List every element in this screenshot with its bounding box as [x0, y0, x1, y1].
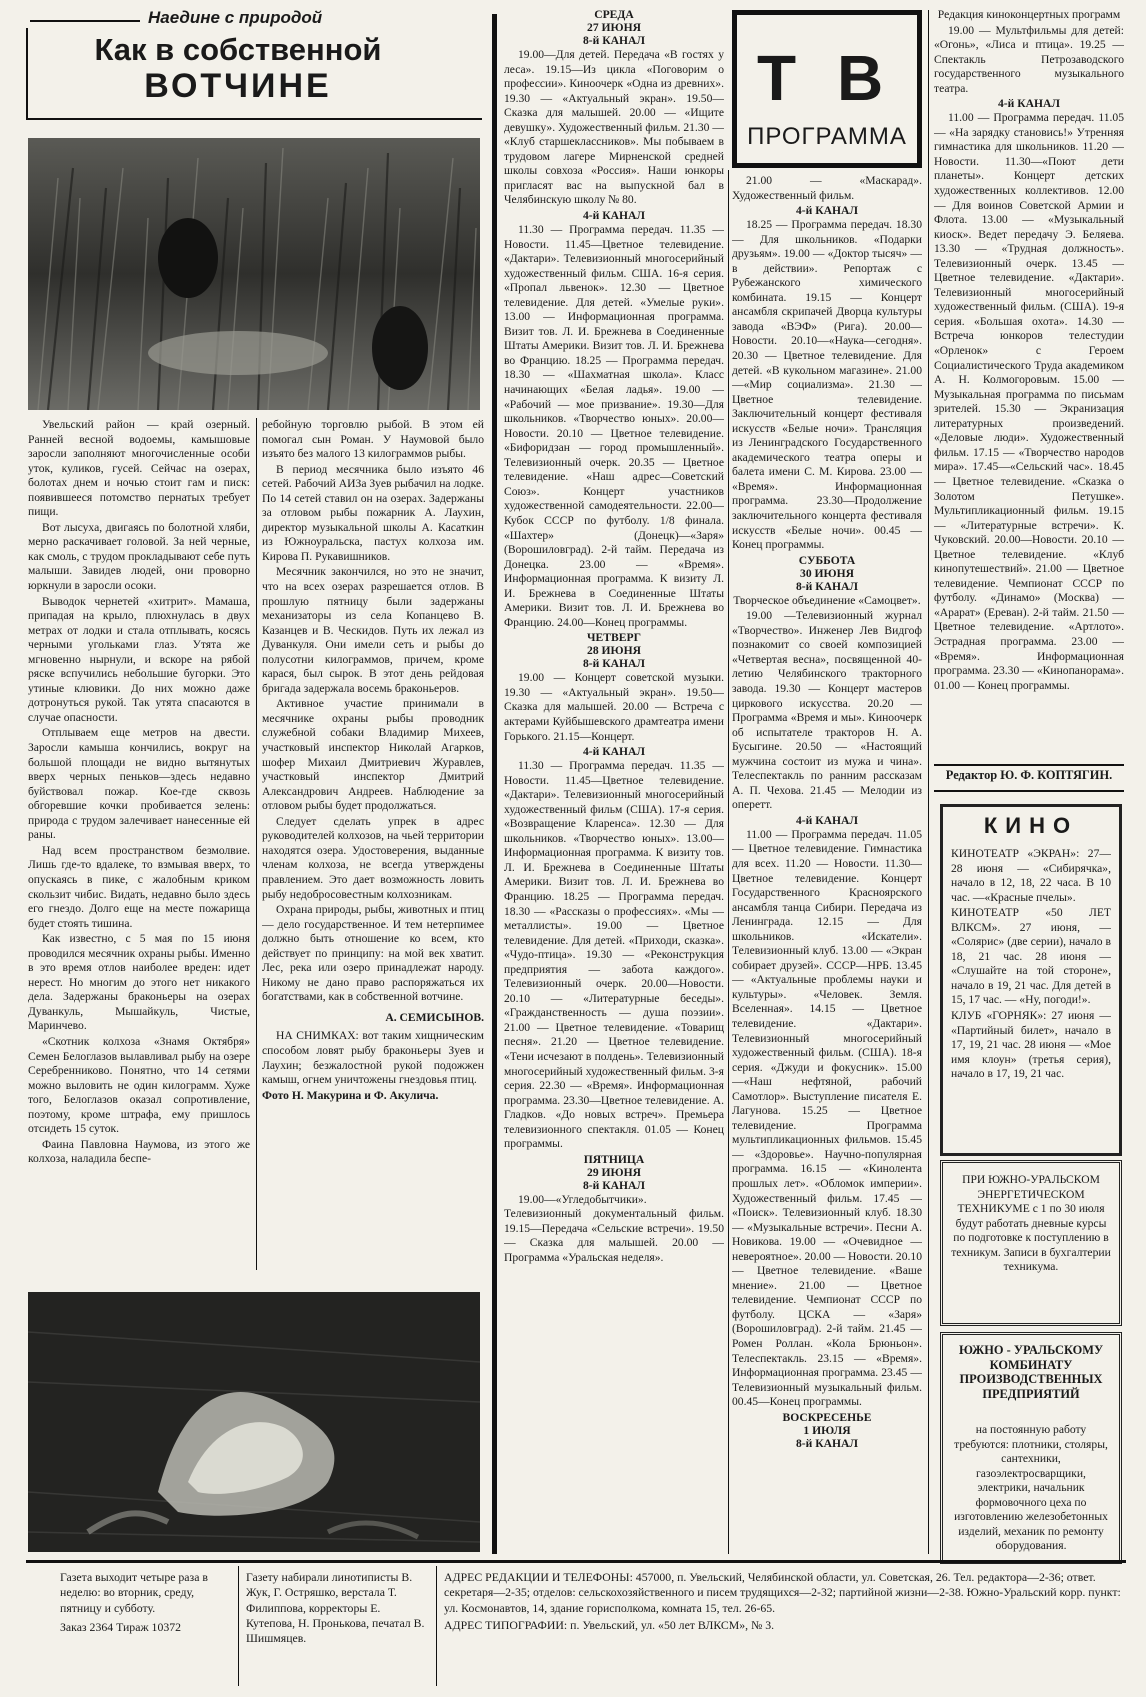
article-paragraph: Увельский район — край озерный. Ранней весной водоемы, камышовые заросли заполняют многочисленные особи уток, куликов, гусей. Сейчас на озерах, болотах днем и ночью стоит гам и писк: появившееся потомство пернатых требует пищи. [28, 418, 250, 519]
tv-program-listing: 11.30 — Программа передач. 11.35 — Новости. 11.45—Цветное телевидение. «Дактари». Телевизионный многосерийный художественный фильм (США). 17-я серия. «Возвращение Кларенса». 12.30 — Для школьников. «Творчество юных». 13.00—Информационная программа. К визиту тов. Л. И. Брежнева в Соединенные Штаты Америки. Визит тов. Л. И. Брежнева во Францию. 18.25 — Программа передач. 18.30 — «Рассказы о профессиях». «Мы — металлисты». 19.00 — Цветное телевидение. Для детей. «Приходи, сказка». «Чудо-птица». 19.30 — «Реконструкция предприятия — забота каждого». Телевизионный очерк. 20.00—Новости. 20.10 — «Литературные беседы». «Гражданственность — душа поэзии». 21.00 — Цветное телевидение. «Товарищ песня». 21.20 — Цветное телевидение. «Тени исчезают в полдень». Телевизионный многосерийный художественный фильм. 3-я серия. 22.30 — «Время». Информационная программа. 23.30—Цветное телевидение. А. Гладков. «До новых встреч». Премьера телевизионного спектакля. 01.05 — Конец программы. [504, 759, 724, 1151]
tv-column-saturday [732, 174, 922, 1556]
article-paragraph: Месячник закончился, но это не значит, что на всех озерах разрешается отлов. В прошлую пятницу были задержаны механизаторы из села Копанцево В. Казанцев и В. Ческидов. Путь их лежал из Дуванкуля. Они имели сеть и рыбы до полусотни килограммов, причем, кроме карася, был сырок. В этот день рейдовая бригада задержала восемь браконьеров. [262, 565, 484, 695]
ad-technikum [940, 1160, 1122, 1326]
divider [934, 790, 1124, 792]
tv-subheading: Творческое объединение «Самоцвет». [733, 593, 921, 607]
tv-letter-t: Т [757, 42, 797, 114]
tv-program-listing: 21.00 — «Маскарад». Художественный фильм. [732, 174, 922, 202]
article-title [28, 34, 448, 114]
footer-address [444, 1570, 1124, 1633]
ad-kombinat-text: на постоянную работу требуются: плотники, столяры, сантехники, газоэлектросварщики, электрики, начальник формовочного цеха по изготовлению железобетонных изделий, механик по ремонту оборудования. [954, 1423, 1108, 1553]
footer-order: Заказ 2364 Тираж 10372 [60, 1619, 182, 1634]
article-paragraph: «Скотник колхоза «Знамя Октября» Семен Белоглазов вылавливал рыбу на озере Серебренниково. Понятно, что 14 сетями можно выловить не один килограмм. Хуже того, Белоглазов оказал сопротивление, поэтому, кроме штрафа, ему пришлось отсидеть 15 суток. [28, 1034, 250, 1136]
divider [436, 1566, 437, 1686]
article-paragraph: Вот лысуха, двигаясь по болотной хляби, мерно раскачивает головой. За ней черные, как смоль, с трудом прокладывают себе путь малыши. Завидев людей, они проворно юркнули в заросли осоки. [28, 520, 250, 593]
kino-listings [951, 847, 1111, 1151]
article-paragraph: Отплываем еще метров на двести. Заросли камыша кончились, вокруг на большой площади не видно вытянутых вверх черных пеньков—здесь недавно буйствовал пожар. Кое-где сквозь обгоревшие кочки пробивается зелень: природа с трудом залечивает нанесенные ей раны. [28, 726, 250, 842]
divider [26, 118, 482, 120]
article-kicker: Наедине с природой [148, 8, 323, 27]
kino-item: КЛУБ «ГОРНЯК»: 27 июня — «Партийный билет», начало в 17, 19, 21 час. 28 июня — «Мое имя клоун» (третья серия), начало в 17, 19, 21 час. [951, 1009, 1111, 1081]
tv-program-listing: 11.00 — Программа передач. 11.05 — «На зарядку становись!» Утренняя гимнастика для школьников. 11.20 — Новости. 11.30—«Поют дети планеты». Концерт детских художественных коллективов. 12.00 — Для воинов Советской Армии и Флота. 13.00 — «Музыкальный киоск». Ведет передачу Э. Беляева. 13.30 — «Трудная должность». Телевизионный очерк. 13.45 — Цветное телевидение. «Дактари». Телевизионный многосерийный художественный фильм. (США). 19-я серия. «Большая охота». 14.30 — Встреча юнкоров телестудии «Орленок» с Героем Социалистического Труда академиком А. Н. Колмогоровым. 15.00 —Музыкальная программа по письмам зрителей. 15.30 — Экранизация литературных произведений. «Деловые люди». Художественный фильм. 17.15 — «Творчество народов мира». 17.45—«Сельский час». 18.45 — Цветное телевидение. «Сказка о Золотом Петушке». Мультипликационный фильм. 19.15 — «Литературные встречи». К. Чуковский. 20.00—Новости. 20.10 — Цветное телевидение. «Клуб кинопутешествий». 21.00 — Цветное телевидение. Чемпионат СССР по футболу. «Динамо» (Москва) — «Арарат» (Ереван). 2-й тайм. 21.50 — Цветное телевидение. «Артлото». Эстрадная программа. 23.00 — «Время». Информационная программа. 23.30 — «Кинопанорама». 01.00 — Конец программы. [934, 111, 1124, 692]
tv-program-listing: 19.00—Для детей. Передача «В гостях у леса». 19.15—Из цикла «Поговорим о профессии». Киноочерк «Одна из древних». 19.30 — «Актуальный экран». 19.50—Сказка для малышей. 20.00 — «Ищите девушку». Художественный фильм. 21.30 — «Клуб старшеклассников». Мы побываем в трудовом лагере Мирненской средней школы совхоза «Россия». Наши юнкоры пригласят вас на выпускной бал в Челябинскую школу № 80. [504, 48, 724, 207]
editor-line: Редактор Ю. Ф. КОПТЯГИН. [945, 768, 1113, 782]
article-paragraph: Охрана природы, рыбы, животных и птиц — дело государственное. И тем нетерпимее должно быть отношение ко всем, кто действует по принципу: на мой век хватит. Лес, река или озеро принадлежат народу. Никому не дано право распоряжаться их богатствами, как в собственной вотчине. [262, 903, 484, 1004]
photo-caption: НА СНИМКАХ: вот таким хищническим способом ловят рыбу браконьеры Зуев и Лаухин; безжалостной рукой подожжен камыш, огнем уничтожены гнездовья птиц. [262, 1029, 484, 1087]
tv-day-channel-heading: 4-й КАНАЛ [582, 745, 646, 759]
article-paragraph: ребойную торговлю рыбой. В этом ей помогал сын Роман. У Наумовой было изъято без малого 13 килограммов рыбы. [262, 418, 484, 461]
article-photo-fire [28, 1292, 480, 1552]
tv-day-channel-heading: ВОСКРЕСЕНЬЕ 1 ИЮЛЯ 8-й КАНАЛ [782, 1410, 872, 1450]
divider [26, 1560, 1126, 1563]
article-paragraph: Выводок чернетей «хитрит». Мамаша, припадая на крыло, плюхнулась в двух метрах от лодки и стала отплывать, косясь черными угольками глаз. Утята же мгновенно нырнули, и вскоре на рябой ряске вспучились небольшие бугорки. Это утиные клювики. До них можно даже дотронуться рукой. Так утята спасаются в случае опасности. [28, 594, 250, 724]
photo-fire-image [28, 1292, 480, 1552]
ad-kombinat [940, 1332, 1122, 1564]
tv-day-channel-heading: 4-й КАНАЛ [582, 209, 646, 223]
article-paragraph: Фаина Павловна Наумова, из этого же колхоза, наладила беспе- [28, 1137, 250, 1166]
footer-schedule [60, 1570, 230, 1635]
divider [256, 418, 257, 1270]
tv-letter-v: В [837, 42, 884, 114]
divider [728, 170, 729, 1554]
photo-reeds-image [28, 138, 480, 410]
footer-print-address: АДРЕС ТИПОГРАФИИ: п. Увельский, ул. «50 лет ВЛКСМ», № 3. [444, 1617, 775, 1632]
tv-label: ПРОГРАММА [747, 123, 907, 150]
footer-schedule-text: Газета выходит четыре раза в неделю: во вторник, среду, пятницу и субботу. [60, 1570, 208, 1615]
tv-day-channel-heading: 4-й КАНАЛ [795, 813, 859, 827]
footer-address-text: АДРЕС РЕДАКЦИИ И ТЕЛЕФОНЫ: 457000, п. Увельский, Челябинской области, ул. Советская, 26. Тел. редактора—2-36; ответ. секретаря—2-35; отделов: сельскохозяйственного и писем трудящихся—2-32; партийной жизни—2-38. Южно-Уральский корр. пункт: ул. Космонавтов, 14, здание горисполкома, комната 15, тел. 26-65. [444, 1570, 1121, 1615]
article-paragraph: Следует сделать упрек в адрес руководителей колхозов, на чьей территории находятся озера. Удостоверения, выданные членам колхоза, не всегда утверждены правлением. Это дает возможность ловить рыбу недобросовестным колхозникам. [262, 814, 484, 901]
tv-program-listing: 18.25 — Программа передач. 18.30 — Для школьников. «Подарки друзьям». 19.00 — «Доктор тысяч» — в действии». Репортаж с Рубежанского химического комбината. 19.15 — Концерт ансамбля скрипачей Дворца культуры завода «ВЭФ» (Рига). 20.00—Новости. 20.10—«Наука—сегодня». 20.30 — Цветное телевидение. Для детей. «В кукольном магазине». 21.00—«Мир социализма». 21.30 — Цветное телевидение. Заключительный концерт фестиваля искусств «Белые ночи». Трансляция из Ленинградского Государственного академического театра оперы и балета имени С. М. Кирова. 23.00 — «Время». Информационная программа. 23.30—Продолжение заключительного концерта фестиваля искусств «Белые ночи». 00.45 — Конец программы. [732, 218, 922, 552]
ad-kombinat-heading: ЮЖНО - УРАЛЬСКОМУ КОМБИНАТУ ПРОИЗВОДСТВЕННЫХ ПРЕДПРИЯТИЙ [958, 1343, 1104, 1401]
article-photo-reeds [28, 138, 480, 410]
tv-program-listing: 11.00 — Программа передач. 11.05 — Цветное телевидение. Гимнастика для всех. 11.20 — Новости. 11.30—Цветное телевидение. Концерт Государственного Красноярского ансамбля танца Сибири. Передача из Ленинграда. 12.15 — Для школьников. «Искатели». Телевизионный клуб. 13.00 — «Экран собирает друзей». СССР—НРБ. 13.45 — «Актуальные проблемы науки и культуры». «Человек. Земля. Вселенная». 14.15 — Цветное телевидение. «Дактари». Телевизионный многосерийный художественный фильм. (США). 18-я серия. «Джуди и фокусник». 15.00—«Наш нефтяной, рабочий Самотлор». Выступление писателя Е. Лагунова. 15.25 — Цветное телевидение. Программа мультипликационных фильмов. 15.45 — «Здоровье». Научно-популярная программа. 16.15 — «Кинолента прошлых лет». «Обломок империи». Художественный фильм. 17.45 — «Поиск». Телевизионный клуб. 18.30 — «Музыкальные встречи». Песни А. Новикова. 19.00 — «Очевидное — невероятное». 20.00 — Новости. 20.10 — Цветное телевидение. «Ваше мнение». 21.00 — Цветное телевидение. Чемпионат СССР по футболу. ЦСКА — «Заря» (Ворошиловград). 2-й тайм. 21.45 — Ромен Роллан. «Кола Брюньон». Телеспектакль. 23.15 — «Время». Информационная программа. 23.45 — Телевизионный музыкальный фильм. 00.45—Конец программы. [732, 827, 922, 1409]
article-paragraph: Как известно, с 5 мая по 15 июня проводился месячник охраны рыбы. Именно в это время отлов наиболее вреден: идет нерест. Но многим до этого нет никакого дела. Задержаны браконьеры на озерах Дуванкуль, Мышайкуль, Чистые, Маринчево. [28, 932, 250, 1033]
tv-column-sunday [934, 8, 1124, 766]
tv-day-channel-heading: ПЯТНИЦА 29 ИЮНЯ 8-й КАНАЛ [582, 1152, 646, 1192]
title-line-1: Как в собственной [94, 32, 382, 67]
tv-program-listing: 19.00—«Угледобытчики». Телевизионный документальный фильм. 19.15—Передача «Сельские встречи». 19.50 — Сказка для малышей. 20.00 — Программа «Уральская неделя». [504, 1192, 724, 1265]
tv-program-listing: 19.00 — Концерт советской музыки. 19.30 — «Актуальный экран». 19.50—Сказка для малышей. 20.00 — Встреча с актерами Куйбышевского драмтеатра имени Горького. 21.15—Концерт. [504, 671, 724, 743]
divider [30, 20, 140, 22]
tv-program-listing: 11.30 — Программа передач. 11.35 — Новости. 11.45—Цветное телевидение. «Дактари». Телевизионный многосерийный художественный фильм. США. 16-я серия. «Пропал львенок». 12.30 — Цветное телевидение. Для детей. «Умелые руки». 13.00 — Информационная программа. Визит тов. Л. И. Брежнева в Соединенные Штаты Америки. Визит тов. Л. И. Брежнева во Францию. 18.25 — Программа передач. 18.30 — «Шахматная школа». Класс начинающих «Белая ладья». 19.00 — «Рабочий — мое призвание». 19.30—Для школьников. «Творчество юных». 20.00—Новости. 20.10 — Цветное телевидение. «Бифоридзан — город промышленный». Телевизионный очерк. 20.35 — Цветное телевидение. «Наш адрес—Советский Союз». Концерт участников художественной самодеятельности. 22.00—Кубок СССР по футболу. 1/8 финала. «Шахтер» (Донецк)—«Заря» (Ворошиловград). 2-й тайм. Передача из Донецка. 23.00 — «Время». Информационная программа. К визиту Л. И. Брежнева в Соединенные Штаты Америки. Визит тов. Л. И. Брежнева во Францию. 24.00—Конец программы. [504, 223, 724, 629]
photo-credit: Фото Н. Макурина и Ф. Акулича. [262, 1088, 439, 1102]
tv-day-channel-heading: ЧЕТВЕРГ 28 ИЮНЯ 8-й КАНАЛ [582, 631, 646, 671]
tv-day-channel-heading: СРЕДА 27 ИЮНЯ 8-й КАНАЛ [582, 8, 646, 47]
divider [238, 1566, 239, 1686]
ad-technikum-text: ПРИ ЮЖНО-УРАЛЬСКОМ ЭНЕРГЕТИЧЕСКОМ ТЕХНИКУМЕ с 1 по 30 июля будут работать дневные курсы по подготовке к поступлению в техникум. Записи в бухгалтерии техникума. [951, 1173, 1111, 1274]
divider [934, 764, 1124, 766]
article-column-2 [262, 418, 484, 1278]
divider [26, 28, 28, 118]
article-author: А. СЕМИСЫНОВ. [385, 1010, 484, 1024]
divider [928, 10, 929, 1554]
kino-item: КИНОТЕАТР «ЭКРАН»: 27—28 июня — «Сибирячка», начало в 12, 18, 22 часа. В 10 час. —«Красные пчелы». [951, 847, 1111, 904]
tv-program-listing: 19.00 — Мультфильмы для детей: «Огонь», «Лиса и птица». 19.25 — Спектакль Петрозаводского государственного музыкального театра. [934, 23, 1124, 95]
article-paragraph: В период месячника было изъято 46 сетей. Рабочий АИЗа Зуев рыбачил на лодке. По 14 сетей ставил он на озерах. Задержаны за отловом рыбы пожарник А. Лаухин, директор музыкальной школы А. Касаткин из Южноуральска, пастух колхоза им. Кирова П. Рукавишников. [262, 462, 484, 563]
tv-title-box [732, 10, 922, 168]
tv-day-channel-heading: 4-й КАНАЛ [997, 97, 1061, 111]
tv-program-listing: 19.00 —Телевизионный журнал «Творчество». Инженер Лев Видгоф познакомит со своей композицией «Четвертая весна», посвященной 40-летию Челябинского тракторного завода. 19.30 — Концерт мастеров циркового искусства. 20.20 — Программа «Время и мы». Киноочерк об испытателе тракторов Н. А. Бусыгине. 20.50 — «Настоящий мужчина состоит из мужа и чина». Телеспектакль по ранним рассказам А. П. Чехова. 21.45 — Мелодии из оперетт. [732, 609, 922, 812]
article-paragraph: Активное участие принимали в месячнике охраны рыбы проводник служебной собаки Владимир Михеев, участковый инспектор Николай Агарков, шофер Михаил Дмитриевич Журавлев, участковый инспектор Дмитрий Александрович Андреев. Наблюдение за отловом рыбы будет продолжаться. [262, 697, 484, 813]
tv-column-wednesday [504, 8, 724, 1556]
kino-item: КИНОТЕАТР «50 ЛЕТ ВЛКСМ». 27 июня, — «Солярис» (две серии), начало в 18, 21 час. 28 июня — «Слушайте на той стороне», начало в 19, 21 час. Для детей в 15, 17 час. — «Ну, погоди!». [951, 906, 1111, 1007]
article-paragraph: Над всем пространством безмолвие. Лишь где-то вдалеке, то взмывая вверх, то опускаясь в пике, с жалобным криком скользит чибис. Видать, недавно было здесь его гнездо. Долго еще на месте пожарища будет стоять тишина. [28, 843, 250, 930]
footer-staff: Газету набирали линотиписты В. Жук, Г. Остряшко, верстала Т. Филиппова, корректоры Е. Кутепова, Н. Пронькова, печатал В. Шишмяцев. [246, 1570, 425, 1646]
kino-box [940, 804, 1122, 1156]
title-line-2: ВОТЧИНЕ [144, 67, 332, 105]
tv-day-channel-heading: 4-й КАНАЛ [795, 204, 859, 218]
kino-title: КИНО [983, 813, 1079, 838]
divider [492, 14, 497, 1554]
tv-subheading: Редакция киноконцертных программ [937, 8, 1121, 21]
tv-day-channel-heading: СУББОТА 30 ИЮНЯ 8-й КАНАЛ [795, 553, 859, 593]
